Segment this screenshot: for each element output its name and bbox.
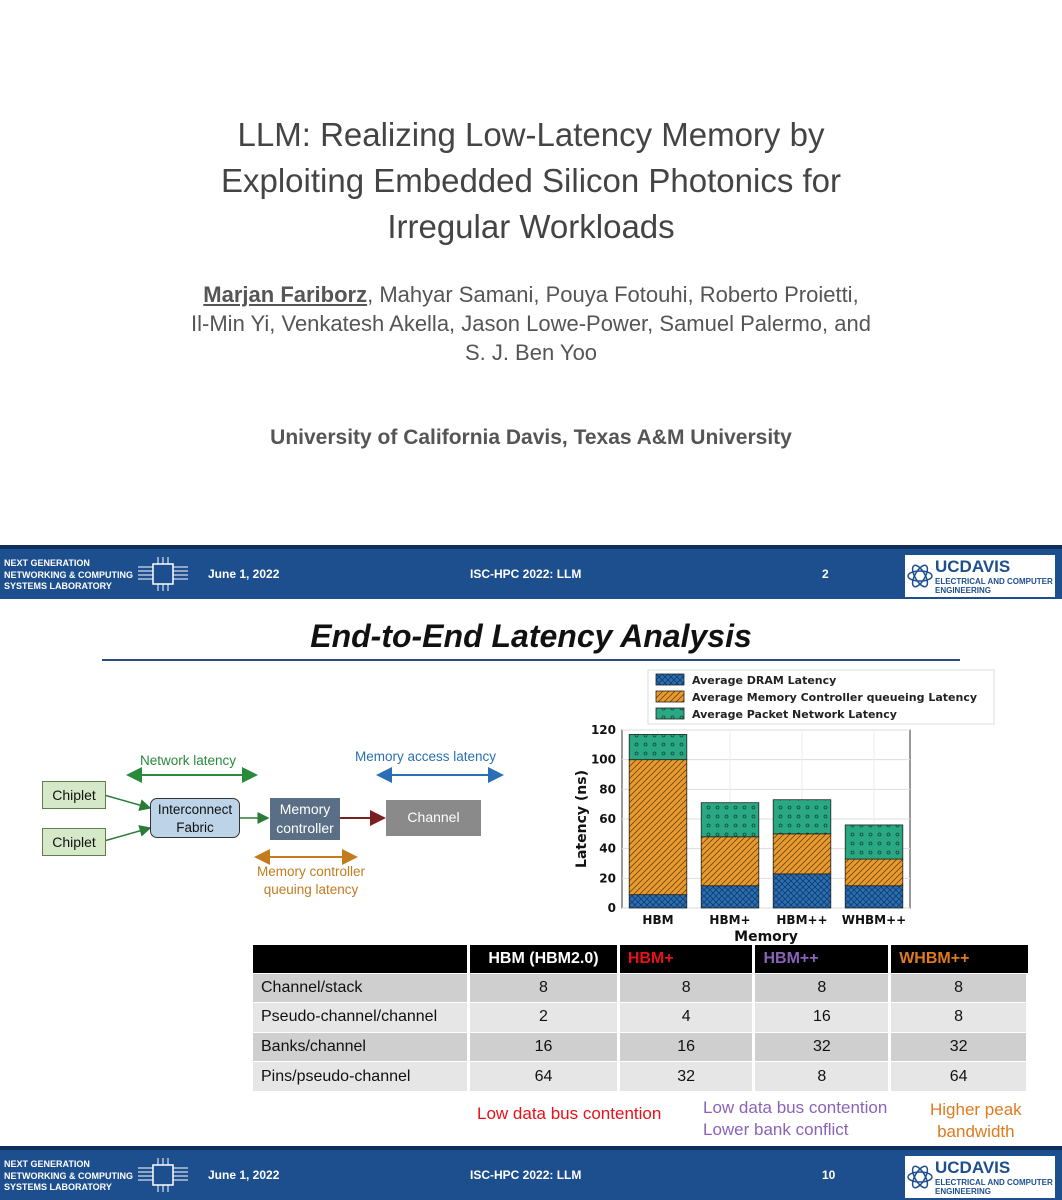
table-header-row <box>253 945 1028 973</box>
memory-access-latency-label: Memory access latency <box>355 749 497 764</box>
table-row <box>253 1062 1028 1092</box>
y-axis-label: Latency (ns) <box>574 770 590 868</box>
table-row <box>253 973 1028 1003</box>
table-row <box>253 1032 1028 1062</box>
table-header-hbm-plus: HBM+ <box>618 945 754 973</box>
bar-segment-whbmpp-2 <box>845 825 903 859</box>
bar-segment-hbmpp-1 <box>773 834 831 874</box>
interconnect-fabric-box: Interconnect Fabric <box>150 798 240 838</box>
table-cell: 16 <box>469 1032 619 1062</box>
chiplet-box: Chiplet <box>42 781 106 809</box>
x-tick-label: HBM+ <box>709 913 751 927</box>
table-cell: 4 <box>618 1003 754 1033</box>
table-cell: 32 <box>618 1062 754 1092</box>
table-header <box>253 945 469 973</box>
network-latency-label: Network latency <box>140 753 237 768</box>
latency-chart <box>560 668 1000 944</box>
atom-icon <box>907 563 933 589</box>
table-header-hbm-plusplus: HBM++ <box>754 945 890 973</box>
paper-title <box>100 112 962 250</box>
y-tick-label: 60 <box>599 812 616 826</box>
ucdavis-logo <box>905 1156 1055 1198</box>
lab-name: NEXT GENERATION NETWORKING & COMPUTING SYSTEMS LABORATORY <box>4 1159 133 1192</box>
table-row <box>253 1003 1028 1033</box>
table-cell: 64 <box>469 1062 619 1092</box>
page-number: 2 <box>822 567 829 581</box>
slide-footer <box>0 545 1062 599</box>
footer-conference: ISC-HPC 2022: LLM <box>470 1168 582 1182</box>
title-slide <box>0 0 1062 545</box>
row-label: Banks/channel <box>253 1032 469 1062</box>
note-hbm-plusplus: Low data bus contention Lower bank conflict <box>703 1098 888 1139</box>
footer-conference: ISC-HPC 2022: LLM <box>470 567 582 581</box>
bar-segment-hbm-0 <box>629 895 687 908</box>
y-tick-label: 120 <box>590 723 616 737</box>
row-label: Pins/pseudo-channel <box>253 1062 469 1092</box>
slide-title: End-to-End Latency Analysis <box>310 618 752 654</box>
x-tick-label: HBM <box>642 913 674 927</box>
chiplet-box: Chiplet <box>42 828 106 856</box>
bar-segment-whbmpp-0 <box>845 886 903 908</box>
uc-department: ELECTRICAL AND COMPUTER ENGINEERING <box>935 1178 1053 1196</box>
legend-label: Average Packet Network Latency <box>692 708 897 721</box>
footer-date: June 1, 2022 <box>208 1168 280 1182</box>
row-label: Channel/stack <box>253 973 469 1003</box>
title-divider <box>102 659 960 661</box>
table-cell: 16 <box>754 1003 890 1033</box>
chip-logo-icon <box>138 557 188 591</box>
authors-line-2: Il-Min Yi, Venkatesh Akella, Jason Lowe-Power, Samuel Palermo, and <box>191 311 871 336</box>
uc-name: UCDAVIS <box>935 557 1011 576</box>
legend-label: Average Memory Controller queueing Latency <box>692 691 978 704</box>
table-cell: 8 <box>890 973 1028 1003</box>
y-tick-label: 100 <box>590 752 616 767</box>
y-tick-label: 0 <box>607 901 616 915</box>
affiliation: University of California Davis, Texas A&M University <box>270 426 792 449</box>
table-cell: 32 <box>754 1032 890 1062</box>
x-tick-label: HBM++ <box>776 913 828 927</box>
table-header-whbm: WHBM++ <box>890 945 1028 973</box>
table-cell: 16 <box>618 1032 754 1062</box>
bar-segment-whbmpp-1 <box>845 859 903 886</box>
table-cell: 32 <box>890 1032 1028 1062</box>
slide-footer <box>0 1146 1062 1200</box>
title-line: Exploiting Embedded Silicon Photonics for <box>220 162 842 199</box>
bar-segment-hbmp-1 <box>701 837 759 886</box>
memory-controller-box: Memory controller <box>270 798 340 840</box>
table-cell: 8 <box>754 973 890 1003</box>
footer-date: June 1, 2022 <box>208 567 280 581</box>
table-cell: 8 <box>890 1003 1028 1033</box>
table-cell: 8 <box>469 973 619 1003</box>
row-label: Pseudo-channel/channel <box>253 1003 469 1033</box>
x-axis-label: Memory <box>734 929 798 944</box>
y-tick-label: 40 <box>599 841 616 856</box>
author-list <box>100 280 962 367</box>
stacked-bar-chart <box>560 668 1000 944</box>
note-hbm-plus: Low data bus contention <box>477 1104 662 1123</box>
presenter-name: Marjan Fariborz <box>203 282 368 307</box>
bar-segment-hbm-1 <box>629 760 687 895</box>
bar-segment-hbmp-0 <box>701 886 759 908</box>
page-number: 10 <box>822 1168 836 1182</box>
note-whbm: Higher peak bandwidth <box>930 1100 1022 1141</box>
table-cell: 8 <box>754 1062 890 1092</box>
latency-diagram <box>40 745 520 905</box>
ucdavis-logo <box>905 555 1055 597</box>
bar-segment-hbm-2 <box>629 734 687 759</box>
title-line: Irregular Workloads <box>387 208 675 245</box>
y-tick-label: 20 <box>599 871 616 886</box>
title-line: LLM: Realizing Low-Latency Memory by <box>237 116 825 153</box>
table-cell: 8 <box>618 973 754 1003</box>
hbm-config-table <box>253 945 1029 1091</box>
bar-segment-hbmp-2 <box>701 803 759 837</box>
uc-name: UCDAVIS <box>935 1158 1011 1177</box>
x-tick-label: WHBM++ <box>841 913 907 927</box>
legend-swatch <box>656 691 684 702</box>
bar-segment-hbmpp-2 <box>773 800 831 834</box>
legend-swatch <box>656 674 684 685</box>
uc-department: ELECTRICAL AND COMPUTER ENGINEERING <box>935 577 1053 595</box>
atom-icon <box>907 1164 933 1190</box>
mc-queuing-latency-label: Memory controller queuing latency <box>256 864 366 897</box>
y-tick-label: 80 <box>599 782 616 797</box>
table-header-hbm: HBM (HBM2.0) <box>469 945 619 973</box>
legend-label: Average DRAM Latency <box>692 674 837 687</box>
chip-logo-icon <box>138 1158 188 1192</box>
legend-swatch <box>656 708 684 719</box>
table-cell: 64 <box>890 1062 1028 1092</box>
authors-line-3: S. J. Ben Yoo <box>464 340 598 365</box>
authors-line-1: , Mahyar Samani, Pouya Fotouhi, Roberto Proietti, <box>367 282 859 307</box>
table-cell: 2 <box>469 1003 619 1033</box>
channel-box: Channel <box>386 800 481 836</box>
bar-segment-hbmpp-0 <box>773 874 831 908</box>
lab-name: NEXT GENERATION NETWORKING & COMPUTING SYSTEMS LABORATORY <box>4 558 133 591</box>
